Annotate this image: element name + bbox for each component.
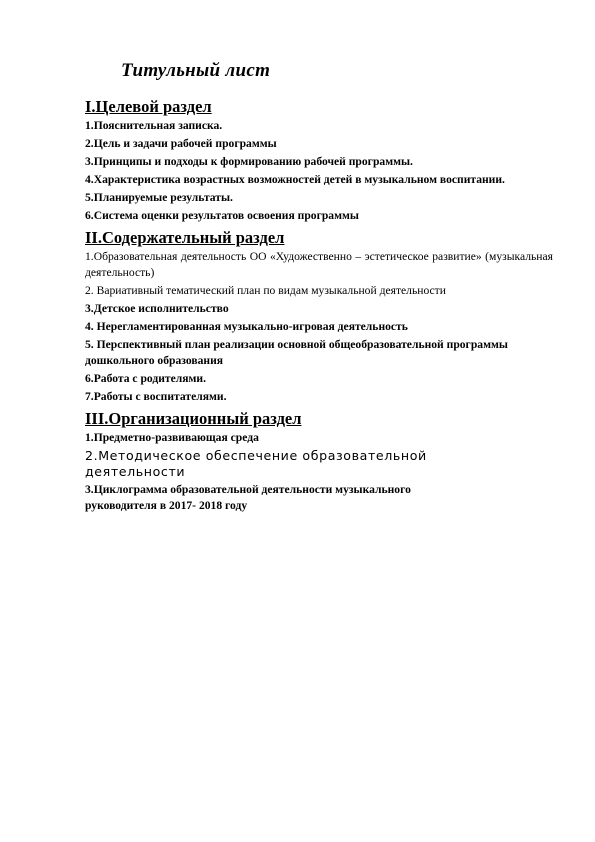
list-item: 3.Циклограмма образовательной деятельности музыкального руководителя в 2017- 2018 году	[85, 483, 411, 512]
page-title: Титульный лист	[121, 60, 271, 81]
list-item: 4. Нерегламентированная музыкально-игровая деятельность	[85, 320, 408, 333]
section-heading: III.Организационный раздел	[85, 409, 302, 428]
section-heading: II.Содержательный раздел	[85, 228, 285, 247]
list-item: 2. Вариативный тематический план по видам музыкальной деятельности	[85, 284, 446, 297]
section-organizational	[85, 408, 553, 514]
list-item: 1.Образовательная деятельность ОО «Художественно – эстетическое развитие» (музыкальная деятельность)	[85, 250, 553, 279]
list-item: 7.Работы с воспитателями.	[85, 390, 227, 403]
list-item: 3.Детское исполнительство	[85, 302, 229, 315]
list-item: 6.Работа с родителями.	[85, 372, 206, 385]
table-of-contents	[85, 96, 553, 516]
section-content	[85, 227, 553, 405]
list-item: 1.Пояснительная записка.	[85, 119, 223, 132]
list-item: 5.Планируемые результаты.	[85, 191, 233, 204]
list-item: 2.Цель и задачи рабочей программы	[85, 137, 277, 150]
list-item: 3.Принципы и подходы к формированию рабочей программы.	[85, 155, 413, 168]
list-item: 2.Методическое обеспечение образовательной деятельности	[85, 448, 427, 479]
list-item: 6.Система оценки результатов освоения программы	[85, 209, 359, 222]
section-target	[85, 96, 553, 224]
list-item: 5. Перспективный план реализации основной общеобразовательной программы дошкольного образования	[85, 338, 508, 367]
section-heading: I.Целевой раздел	[85, 97, 212, 116]
list-item: 1.Предметно-развивающая среда	[85, 431, 259, 444]
list-item: 4.Характеристика возрастных возможностей детей в музыкальном воспитании.	[85, 173, 505, 186]
